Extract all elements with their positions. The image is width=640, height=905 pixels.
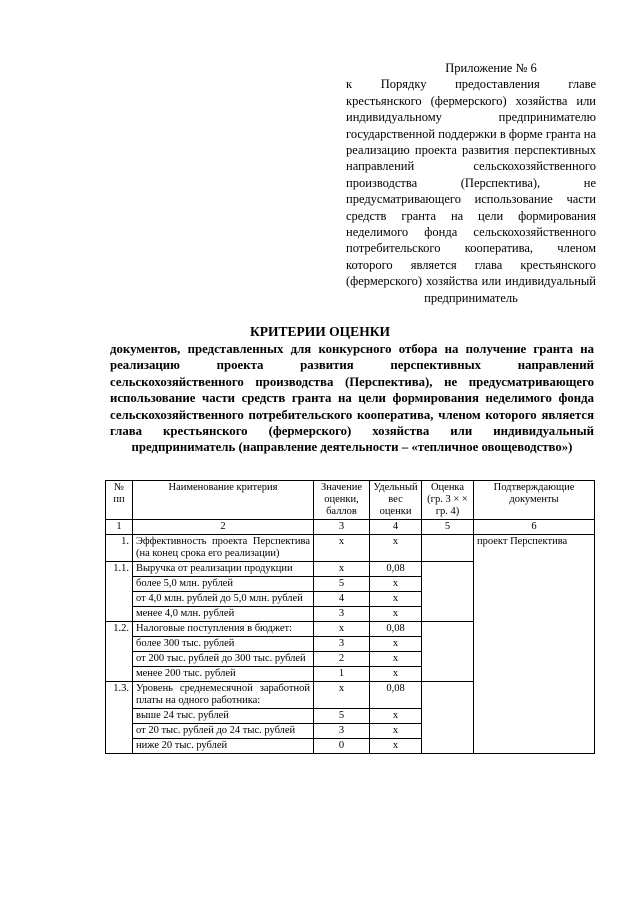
appendix-block — [346, 60, 596, 306]
criterion-weight: x — [370, 724, 422, 739]
criterion-score — [422, 724, 474, 739]
criterion-value: 3 — [314, 607, 370, 622]
col-number: 4 — [370, 520, 422, 535]
criterion-value: x — [314, 535, 370, 562]
criterion-score — [422, 607, 474, 622]
col-number: 1 — [106, 520, 133, 535]
criterion-weight: x — [370, 592, 422, 607]
document-subtitle: документов, представленных для конкурсного отбора на получение гранта на реализацию проекта развития перспективных направлений сельскохозяйственного производства (Перспектива), не предусматривающего использование части средств гранта на цели формирования неделимого фонда сельскохозяйственного потребительского кооператива, членом которого является глава крестьянского (фермерского) хозяйства или индивидуальный предприниматель (направление деятельности – «тепличное овощеводство») — [110, 342, 594, 455]
header-name: Наименование критерия — [133, 481, 314, 520]
criterion-value: 0 — [314, 739, 370, 754]
row-number — [106, 577, 133, 592]
row-number — [106, 592, 133, 607]
header-weight: Удельный вес оценки — [370, 481, 422, 520]
criterion-name: менее 4,0 млн. рублей — [133, 607, 314, 622]
header-docs: Подтверждающие документы — [474, 481, 595, 520]
criterion-weight: x — [370, 607, 422, 622]
header-value: Значение оценки, баллов — [314, 481, 370, 520]
row-number — [106, 652, 133, 667]
row-number: 1. — [106, 535, 133, 562]
col-number: 2 — [133, 520, 314, 535]
criterion-name: Уровень среднемесячной заработной платы на одного работника: — [133, 682, 314, 709]
criterion-name: от 200 тыс. рублей до 300 тыс. рублей — [133, 652, 314, 667]
row-number — [106, 637, 133, 652]
criterion-value: 5 — [314, 709, 370, 724]
table-header-row — [106, 481, 595, 520]
criterion-name: более 5,0 млн. рублей — [133, 577, 314, 592]
criterion-value: 3 — [314, 637, 370, 652]
supporting-documents: проект Перспектива — [474, 535, 595, 754]
criterion-name: менее 200 тыс. рублей — [133, 667, 314, 682]
criterion-weight: 0,08 — [370, 682, 422, 709]
criterion-name: Налоговые поступления в бюджет: — [133, 622, 314, 637]
criterion-value: x — [314, 682, 370, 709]
table-row — [106, 535, 595, 562]
criterion-value: x — [314, 562, 370, 577]
criterion-weight: x — [370, 709, 422, 724]
criterion-score — [422, 667, 474, 682]
col-number: 5 — [422, 520, 474, 535]
criterion-value: 5 — [314, 577, 370, 592]
col-number: 6 — [474, 520, 595, 535]
row-number — [106, 709, 133, 724]
criterion-name: Выручка от реализации продукции — [133, 562, 314, 577]
criterion-score — [422, 709, 474, 724]
criterion-value: 3 — [314, 724, 370, 739]
appendix-number: Приложение № 6 — [445, 61, 537, 75]
row-number — [106, 667, 133, 682]
appendix-text: к Порядку предоставления главе крестьянского (фермерского) хозяйства или индивидуальному предпринимателю государственной поддержки в форме гранта на реализацию проекта развития перспективных направлений сельскохозяйственного производства (Перспектива), не предусматривающего использование части средств гранта на цели формирования неделимого фонда сельскохозяйственного потребительского кооператива, членом которого является глава крестьянского (фермерского) хозяйства или индивидуальный предприниматель — [346, 77, 596, 305]
criterion-value: 2 — [314, 652, 370, 667]
criterion-name: от 20 тыс. рублей до 24 тыс. рублей — [133, 724, 314, 739]
header-num: № пп — [106, 481, 133, 520]
criterion-score — [422, 592, 474, 607]
row-number: 1.2. — [106, 622, 133, 637]
criterion-weight: x — [370, 637, 422, 652]
criterion-name: ниже 20 тыс. рублей — [133, 739, 314, 754]
criterion-score — [422, 652, 474, 667]
criterion-name: более 300 тыс. рублей — [133, 637, 314, 652]
criterion-score — [422, 682, 474, 709]
row-number: 1.3. — [106, 682, 133, 709]
criterion-value: x — [314, 622, 370, 637]
criterion-weight: 0,08 — [370, 622, 422, 637]
criteria-table — [105, 480, 595, 754]
row-number: 1.1. — [106, 562, 133, 577]
criterion-weight: 0,08 — [370, 562, 422, 577]
criterion-score — [422, 637, 474, 652]
criterion-weight: x — [370, 667, 422, 682]
criterion-name: Эффективность проекта Перспектива (на конец срока его реализации) — [133, 535, 314, 562]
criterion-weight: x — [370, 577, 422, 592]
criterion-weight: x — [370, 739, 422, 754]
criterion-value: 4 — [314, 592, 370, 607]
criterion-score — [422, 739, 474, 754]
criterion-name: выше 24 тыс. рублей — [133, 709, 314, 724]
criterion-name: от 4,0 млн. рублей до 5,0 млн. рублей — [133, 592, 314, 607]
header-score: Оценка (гр. 3 × × гр. 4) — [422, 481, 474, 520]
column-number-row — [106, 520, 595, 535]
criterion-score — [422, 535, 474, 562]
criterion-score — [422, 577, 474, 592]
table-body — [106, 535, 595, 754]
row-number — [106, 607, 133, 622]
document-title: КРИТЕРИИ ОЦЕНКИ — [250, 324, 390, 339]
row-number — [106, 739, 133, 754]
criterion-weight: x — [370, 652, 422, 667]
criterion-value: 1 — [314, 667, 370, 682]
criterion-score — [422, 622, 474, 637]
row-number — [106, 724, 133, 739]
criterion-weight: x — [370, 535, 422, 562]
col-number: 3 — [314, 520, 370, 535]
criterion-score — [422, 562, 474, 577]
